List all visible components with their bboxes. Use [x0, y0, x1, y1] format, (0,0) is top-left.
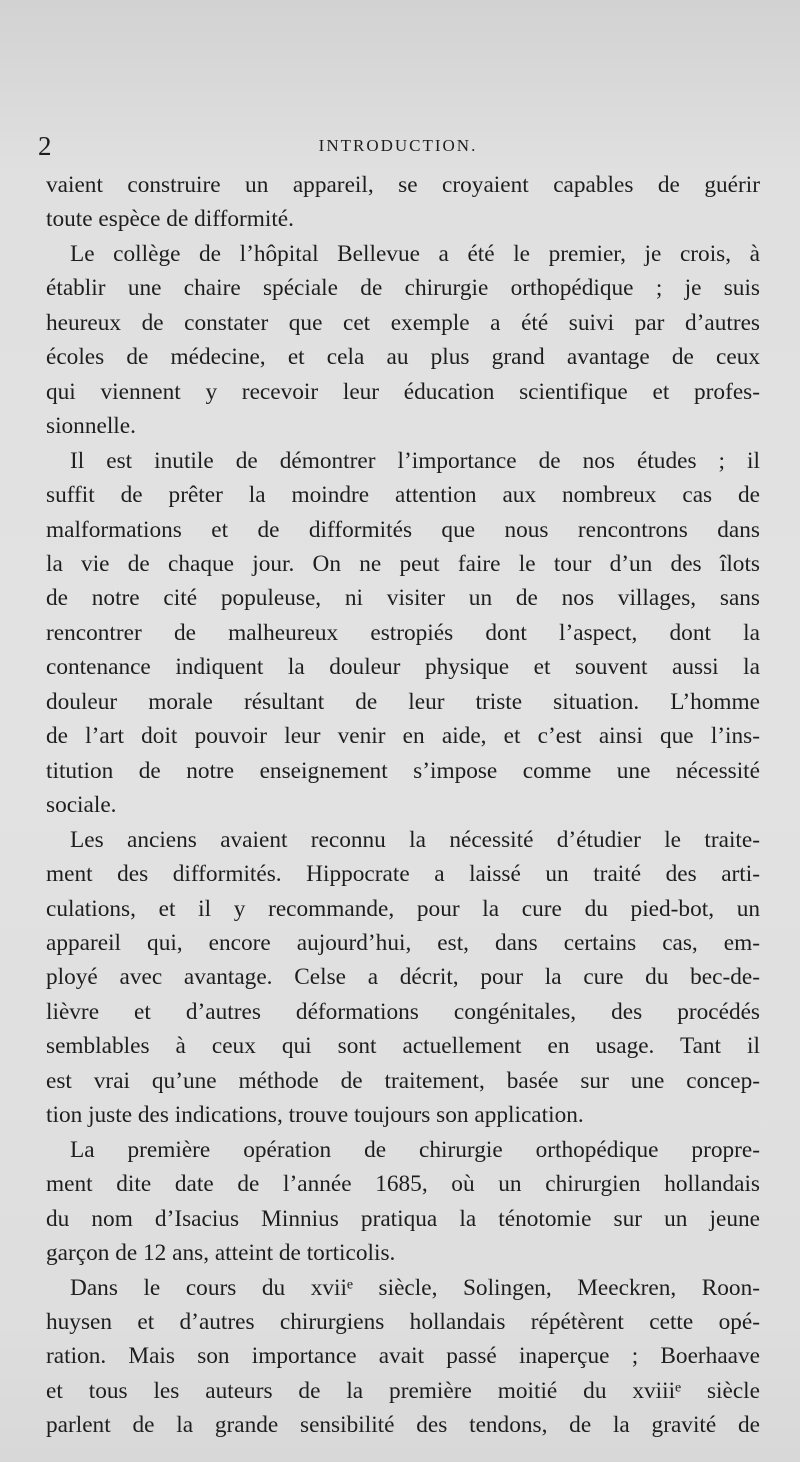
text-line: du nom d’Isacius Minnius pratiqua la ténotomie sur un jeune: [46, 1205, 760, 1232]
text-line: suffit de prêter la moindre attention aux nombreux cas de: [46, 482, 760, 509]
text-line: contenance indiquent la douleur physique et souvent aussi la: [46, 654, 760, 681]
text-line: malformations et de difformités que nous rencontrons dans: [46, 516, 760, 543]
page-number: 2: [38, 131, 52, 161]
text-line: tion juste des indications, trouve toujours son application.: [46, 1102, 584, 1129]
text-line: titution de notre enseignement s’impose comme une nécessité: [46, 757, 760, 784]
text-line: sociale.: [46, 792, 117, 819]
text-line: semblables à ceux qui sont actuellement en usage. Tant il: [46, 1033, 760, 1060]
running-head: [38, 128, 758, 164]
text-line: toute espèce de difformité.: [46, 206, 294, 233]
text-line: ment dite date de l’année 1685, où un chirurgien hollandais: [46, 1171, 760, 1198]
text-line: garçon de 12 ans, atteint de torticolis.: [46, 1240, 396, 1267]
text-line: et tous les auteurs de la première moitié du xviiiᵉ siècle: [46, 1377, 760, 1404]
text-line: vaient construire un appareil, se croyaient capables de guérir: [46, 172, 760, 198]
text-line: sionnelle.: [46, 413, 136, 440]
running-title: INTRODUCTION.: [318, 136, 478, 155]
text-line: est vrai qu’une méthode de traitement, basée sur une concep-: [46, 1067, 760, 1094]
text-line: heureux de constater que cet exemple a été suivi par d’autres: [46, 309, 760, 336]
body-text: [46, 168, 760, 1443]
text-line: établir une chaire spéciale de chirurgie orthopédique ; je suis: [46, 275, 760, 302]
text-line: de l’art doit pouvoir leur venir en aide, et c’est ainsi que l’ins-: [46, 723, 760, 750]
text-line: ployé avec avantage. Celse a décrit, pour la cure du bec-de-: [46, 964, 760, 991]
text-line: Les anciens avaient reconnu la nécessité d’étudier le traite-: [70, 826, 760, 853]
text-line: Le collège de l’hôpital Bellevue a été le premier, je crois, à: [70, 240, 760, 267]
text-line: douleur morale résultant de leur triste situation. L’homme: [46, 688, 760, 715]
text-line: parlent de la grande sensibilité des tendons, de la gravité de: [46, 1412, 760, 1439]
text-line: de notre cité populeuse, ni visiter un de nos villages, sans: [46, 585, 760, 612]
text-line: appareil qui, encore aujourd’hui, est, dans certains cas, em-: [46, 929, 760, 956]
text-line: Il est inutile de démontrer l’importance de nos études ; il: [70, 447, 760, 474]
text-line: qui viennent y recevoir leur éducation scientifique et profes-: [46, 378, 760, 405]
text-line: écoles de médecine, et cela au plus grand avantage de ceux: [46, 344, 760, 371]
text-line: huysen et d’autres chirurgiens hollandais répétèrent cette opé-: [46, 1308, 760, 1335]
text-line: ration. Mais son importance avait passé inaperçue ; Boerhaave: [46, 1343, 760, 1370]
text-line: lièvre et d’autres déformations congénitales, des procédés: [46, 998, 760, 1025]
text-line: ment des difformités. Hippocrate a laissé un traité des arti-: [46, 861, 760, 888]
text-line: La première opération de chirurgie orthopédique propre-: [70, 1136, 760, 1163]
text-line: culations, et il y recommande, pour la cure du pied-bot, un: [46, 895, 760, 922]
text-line: rencontrer de malheureux estropiés dont l’aspect, dont la: [46, 619, 760, 646]
text-line: la vie de chaque jour. On ne peut faire le tour d’un des îlots: [46, 550, 760, 577]
text-line: Dans le cours du xviiᵉ siècle, Solingen, Meeckren, Roon-: [70, 1274, 760, 1301]
